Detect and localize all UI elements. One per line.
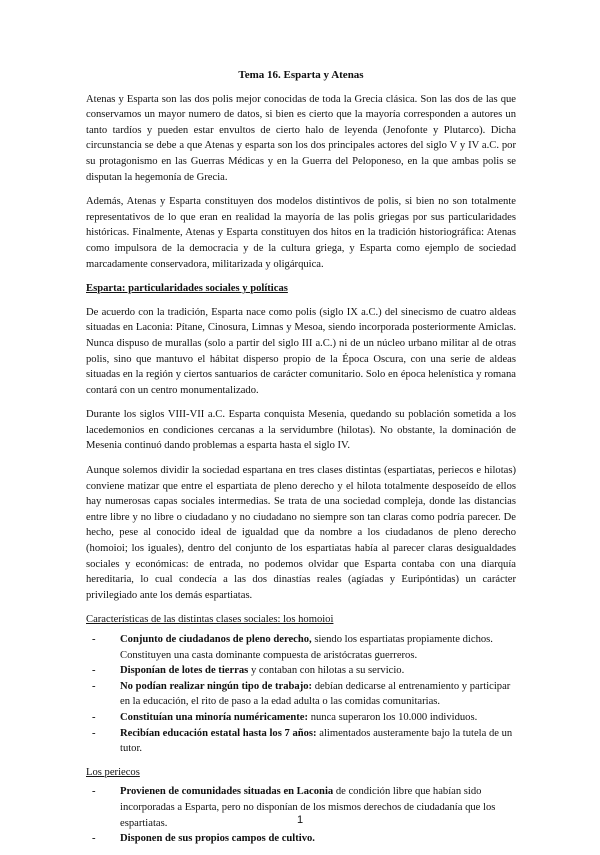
dash-bullet: - <box>92 680 96 692</box>
section-paragraph: Aunque solemos dividir la sociedad espartana en tres clases distintas (espartiatas, periecos e hilotas) conviene matizar que entre el espartiata de pleno derecho y el hilota totalmente desposeído de ellos hay numerosas capas sociales intermedias. Se trata de una sociedad compleja, donde las distancias entre libre y no libre o ciudadano y no ciudadano no siempre son tan claras como podría parecer. De hecho, pese al conocido ideal de igualdad que da nombre a los ciudadanos de pleno derecho (homoioi; los iguales), dentro del conjunto de los espartiatas había al parecer claras desigualdades sociales y económicas: de entrada, no podemos olvidar que Esparta contaba con una diarquía hereditaria, lo cual condecía a las dos dinastías reales (agíadas y Euripóntidas) un carácter privilegiado ante los demás espartiatas. <box>86 465 516 601</box>
item-text: nunca superaron los 10.000 individuos. <box>308 711 478 723</box>
section-paragraph: De acuerdo con la tradición, Esparta nace como polis (siglo IX a.C.) del sinecismo de cuatro aldeas situadas en Laconia: Pítane, Cinosura, Limnas y Mesoa, siendo incorporada posteriormente Amiclas. Nunca dispuso de murallas (solo a partir del siglo III a.C.) ni de un núcleo urbano militar al de otras polis, sino que mantuvo el hábitat disperso propio de la Época Oscura, con una serie de aldeas situadas en la región y ciertos santuarios de carácter comunitario. Solo en época helenística y romana contará con un centro monumentalizado. <box>86 306 516 396</box>
intro-paragraph: Además, Atenas y Esparta constituyen dos modelos distintivos de polis, si bien no son totalmente representativos de lo que eran en realidad la mayoría de las polis griegas por sus particularidades históricas. Finalmente, Atenas y Esparta constituyen dos hitos en la tradición historiográfica: Atenas como impulsora de la democracia y de la cultura griega, y Esparta como ejemplo de sociedad marcadamente conservadora, militarizada y oligárquica. <box>86 196 516 270</box>
document-page <box>86 68 516 855</box>
list-item <box>86 679 516 710</box>
section-paragraph: Durante los siglos VIII-VII a.C. Esparta conquista Mesenia, quedando su población sometida a los lacedemonios en condiciones cercanas a la servidumbre (hilotas). No obstante, la dominación de Mesenia continuó dando problemas a esparta hasta el siglo IV. <box>86 409 516 452</box>
item-bold: Recibían educación estatal hasta los 7 años: <box>120 727 317 739</box>
list-item <box>86 663 516 679</box>
periecos-heading: Los periecos <box>86 766 140 778</box>
item-text: y contaban con hilotas a su servicio. <box>248 665 405 677</box>
item-text: de condición libre que habían sido incorporadas a Esparta, pero no disponían de los mismos derechos de ciudadanía que los espartiatas. <box>120 786 496 829</box>
item-bold: Provienen de comunidades situadas en Laconia <box>120 786 334 798</box>
page-number: 1 <box>296 814 304 826</box>
item-bold: Constituían una minoría numéricamente: <box>120 711 309 723</box>
item-bold: Disponen de sus propios campos de cultivo. <box>120 833 315 845</box>
dash-bullet: - <box>92 665 96 677</box>
intro-paragraph: Atenas y Esparta son las dos polis mejor conocidas de toda la Grecia clásica. Son las dos de las que conservamos un mayor numero de datos, si bien es cierto que la mayoría corresponden a autores un tanto tardíos y pueden estar envultos de cierto halo de leyenda (Jenofonte y Plutarco). Dicha circunstancia se debe a que Atenas y esparta son los dos principales actores del siglo V y IV a.C. por su protagonismo en las Guerras Médicas y en la Guerra del Peloponeso, en la que ambas polis se disputan la hegemonía de Grecia. <box>86 93 516 183</box>
dash-bullet: - <box>92 634 96 645</box>
homoioi-heading: Características de las distintas clases sociales: los homoioi <box>86 614 334 626</box>
dash-bullet: - <box>92 786 96 798</box>
dash-bullet: - <box>92 711 96 723</box>
document-title: Tema 16. Esparta y Atenas <box>238 69 364 81</box>
item-text: debían dedicarse al entrenamiento y participar en la educación, el rito de paso a la edad adulta o las comidas comunitarias. <box>120 680 511 708</box>
dash-bullet: - <box>92 833 96 845</box>
section-heading: Esparta: particularidades sociales y políticas <box>86 283 288 295</box>
item-bold: No podían realizar ningún tipo de trabajo: <box>120 680 313 692</box>
list-item <box>86 632 516 663</box>
item-text: alimentados austeramente bajo la tutela de un tutor. <box>120 727 513 755</box>
list-item <box>86 726 516 757</box>
item-text: siendo los espartiatas propiamente dichos. Constituyen una casta dominante compuesta de aristócratas guerreros. <box>120 634 493 661</box>
homoioi-list <box>86 632 516 757</box>
item-bold: Disponían de lotes de tierras <box>120 665 249 677</box>
item-bold: Conjunto de ciudadanos de pleno derecho, <box>120 634 312 645</box>
list-item <box>86 710 516 726</box>
dash-bullet: - <box>92 727 96 739</box>
list-item <box>86 831 516 847</box>
